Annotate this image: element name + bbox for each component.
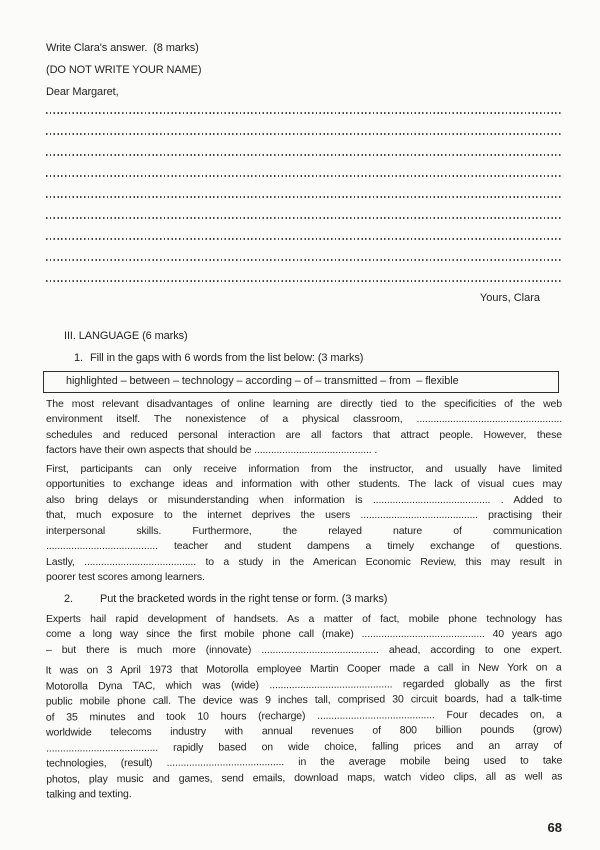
paragraph-line: public mobile phone call. The device was 9 inches tall, comprised 30 circuit boards, had a talk-time (45, 692, 562, 708)
letter-salutation: Dear Margaret, (46, 86, 119, 98)
paragraph-line: poorer test scores among learners. (46, 571, 205, 584)
letter-closing: Yours, Clara (479, 291, 540, 304)
paragraph-line: come a long way since the first mobile phone call (make) ............................................ 40 years ago (46, 628, 562, 641)
paragraph-line: – but there is much more (innovate) .......................................... ahead, according to one expert. (46, 643, 562, 656)
paragraph-line: of 35 minutes and took 10 hours (recharge) .......................................... Four decades on, a (45, 708, 562, 724)
paragraph-line: factors have their own aspects that should be .......................................... . (46, 444, 378, 457)
paragraph-line: First, participants can only receive information from the instructor, and usually have limited (46, 462, 562, 475)
paragraph-line: Experts hail rapid development of handsets. As a matter of fact, mobile phone technology has (46, 612, 562, 625)
paragraph-line: worldwide telecoms industry with annual revenues of 800 billion pounds (grow) (45, 723, 563, 739)
task1-paragraph-2 (46, 462, 562, 586)
word-bank-box (43, 371, 559, 393)
paragraph-line: interpersonal skills. Furthermore, the relayed nature of communication (46, 524, 562, 537)
page-number: 68 (547, 820, 562, 835)
paragraph-line: It was on 3 April 1973 that Motorolla employee Martin Cooper made a call in New York on a (45, 661, 562, 677)
paragraph-line: that, much exposure to the internet deprives the users .......................................... practising their (46, 509, 562, 522)
paragraph-line: ........................................ rapidly based on wide choice, falling prices and an array of (46, 739, 563, 755)
answer-dotted-line (46, 112, 562, 114)
answer-dotted-line (46, 175, 562, 177)
letter-answer-lines (46, 112, 562, 282)
paragraph-line: ........................................ teacher and student dampens a timely exchange of questions. (46, 540, 562, 553)
paragraph-line: technologies, (result) .......................................... in the average mobile being used to take (46, 754, 563, 770)
paragraph-line: The most relevant disadvantages of online learning are directly tied to the specificities of the web (46, 397, 562, 410)
task1-instruction-line (74, 350, 562, 367)
answer-dotted-line (46, 280, 562, 282)
task2-paragraph-1 (46, 612, 562, 659)
page-content (46, 40, 562, 802)
paragraph-line: photos, play music and games, send emails, download maps, watch video clips, all as well as (46, 770, 563, 786)
word-bank-text: highlighted – between – technology – according – of – transmitted – from – flexible (66, 374, 459, 387)
answer-dotted-line (46, 259, 562, 261)
task1-paragraph-1 (46, 397, 562, 459)
answer-dotted-line (46, 217, 562, 219)
paragraph-line: Motorolla Dyna TAC, which was (wide) ............................................ regarded globally as the first (45, 677, 562, 693)
letter-no-name-instruction: (DO NOT WRITE YOUR NAME) (46, 64, 202, 76)
task2-instruction: Put the bracketed words in the right tense or form. (3 marks) (100, 592, 388, 605)
answer-dotted-line (46, 196, 562, 198)
answer-dotted-line (46, 238, 562, 240)
paragraph-line: schedules and reduced personal interaction are all factors that attract people. However, these (46, 428, 562, 441)
language-section-heading: III. LANGUAGE (6 marks) (64, 329, 188, 342)
task2-paragraph-2 (46, 661, 563, 804)
paragraph-line: Lastly, ........................................ to a study in the American Economic Review, this may result in (46, 555, 562, 568)
letter-prompt: Write Clara's answer. (8 marks) (46, 42, 199, 54)
paragraph-line: talking and texting. (46, 788, 132, 801)
task2-number: 2. (64, 592, 73, 605)
paragraph-line: also bring delays or misunderstanding when information is .......................................... . Added to (46, 493, 562, 506)
answer-dotted-line (46, 133, 562, 135)
paragraph-line: environment itself. The nonexistence of a physical classroom, .................................................... (46, 413, 562, 426)
task1-number: 1. (74, 351, 83, 364)
answer-dotted-line (46, 154, 562, 156)
task2-instruction-line (64, 591, 562, 608)
paragraph-line: opportunities to exchange ideas and information with other students. The lack of visual cues may (46, 478, 562, 491)
task1-instruction: Fill in the gaps with 6 words from the list below: (3 marks) (90, 351, 364, 364)
